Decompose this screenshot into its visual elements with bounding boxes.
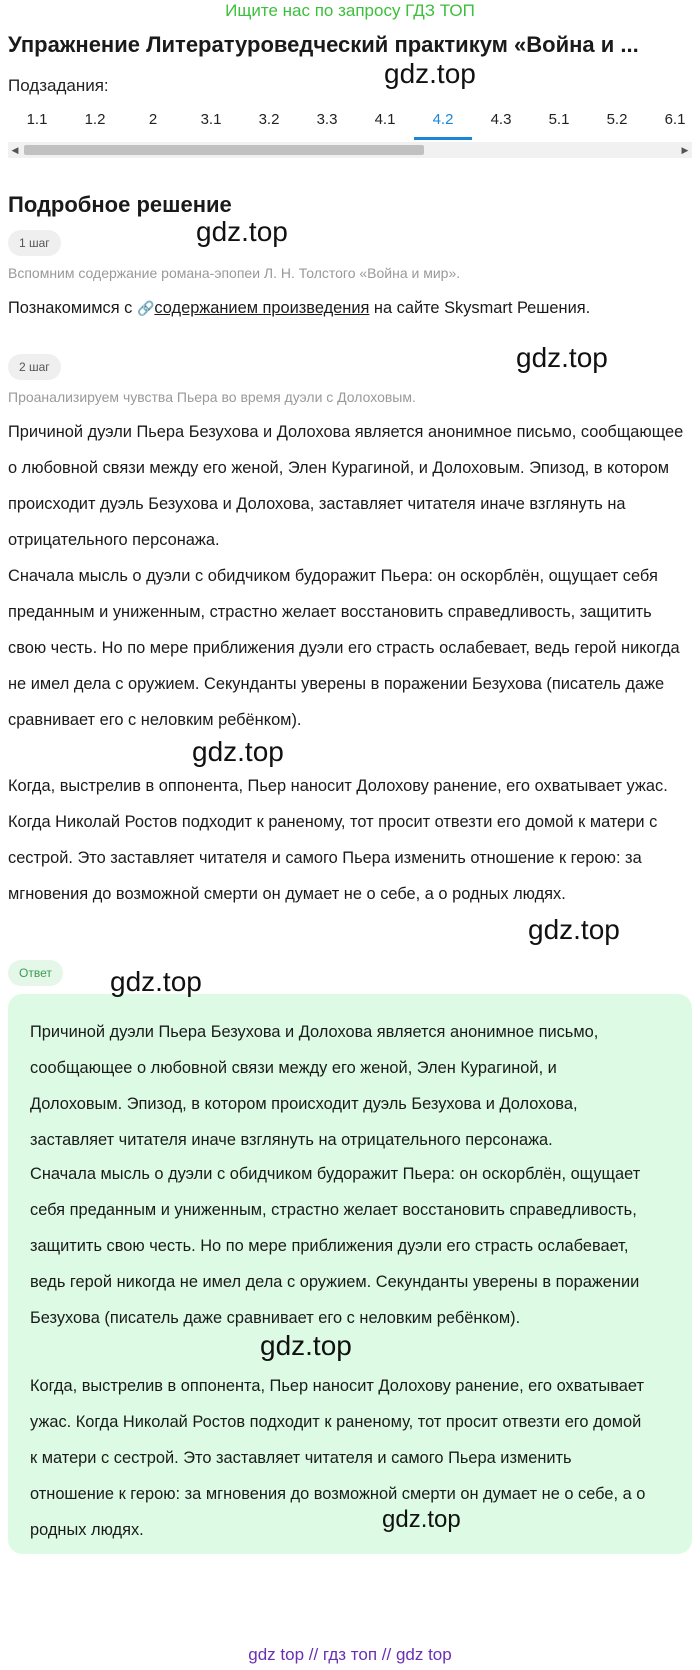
step-2-paragraph-1: Причиной дуэли Пьера Безухова и Долохова является анонимное письмо, сообщающее о любовной связи между его женой, Элен Курагиной, и Долоховым. Эпизод, в котором происходит дуэль Безухова и Долохова, заставляет читателя иначе взглянуть на отрицательного персонажа.	[8, 423, 684, 549]
tab-5-1[interactable]: 5.1	[548, 111, 570, 128]
tab-1-2[interactable]: 1.2	[84, 111, 106, 128]
tab-5-2[interactable]: 5.2	[606, 111, 628, 128]
subtasks-label: Подзадания:	[8, 76, 109, 95]
content-link[interactable]: содержанием произведения	[154, 299, 370, 317]
link-icon: 🔗	[136, 300, 155, 316]
watermark: gdz.top	[260, 1330, 352, 1361]
scroll-left-arrow-icon[interactable]: ◀	[11, 145, 19, 155]
footer-links: gdz top // гдз топ // gdz top	[248, 1645, 452, 1664]
tabs-scrollbar[interactable]	[8, 142, 692, 158]
answer-box	[8, 994, 692, 1554]
step-1-text-after: на сайте Skysmart Решения.	[369, 299, 591, 317]
step-2-paragraph-2: Сначала мысль о дуэли с обидчиком будоражит Пьера: он оскорблён, ощущает себя преданным и униженным, страстно желает восстановить справедливость, защитить свою честь. Но по мере приближения дуэли его страсть ослабевает, ведь герой никогда не имел дела с оружием. Секунданты уверены в поражении Безухова (писатель даже сравнивает его с неловким ребёнком).	[8, 567, 680, 729]
answer-paragraph-3: Когда, выстрелив в оппонента, Пьер наносит Долохову ранение, его охватывает ужас. Когда Николай Ростов подходит к раненому, тот просит отвезти его домой к матери с сестрой. Это заставляет читателя и самого Пьера изменить отношение к герою: за мгновения до возможной смерти он думает не о себе, а о родных людях.	[30, 1377, 646, 1539]
tab-6-1[interactable]: 6.1	[664, 111, 686, 128]
step-2-hint: Проанализируем чувства Пьера во время дуэли с Долоховым.	[8, 389, 416, 405]
answer-paragraph-2: Сначала мысль о дуэли с обидчиком будоражит Пьера: он оскорблён, ощущает себя преданным и униженным, страстно желает восстановить справедливость, защитить свою честь. Но по мере приближения дуэли его страсть ослабевает, ведь герой никогда не имел дела с оружием. Секунданты уверены в поражении Безухова (писатель даже сравнивает его с неловким ребёнком).	[30, 1165, 641, 1327]
step-1-text-before: Познакомимся с	[8, 299, 137, 317]
section-title: Подробное решение	[8, 192, 232, 217]
tab-1-1[interactable]: 1.1	[26, 111, 48, 128]
step-2-badge: 2 шаг	[8, 354, 61, 380]
answer-paragraph-1: Причиной дуэли Пьера Безухова и Долохова является анонимное письмо, сообщающее о любовной связи между его женой, Элен Курагиной, и Долоховым. Эпизод, в котором происходит дуэль Безухова и Долохова, заставляет читателя иначе взглянуть на отрицательного персонажа.	[30, 1023, 599, 1149]
subtask-tabs	[8, 104, 692, 140]
scrollbar-thumb[interactable]	[24, 145, 424, 155]
step-1-hint: Вспомним содержание романа-эпопеи Л. Н. Толстого «Война и мир».	[8, 265, 461, 281]
watermark: gdz.top	[382, 1506, 461, 1533]
step-1-badge: 1 шаг	[8, 230, 61, 256]
tab-4-2[interactable]: 4.2	[414, 104, 472, 140]
watermark: gdz.top	[384, 58, 476, 89]
watermark: gdz.top	[516, 342, 608, 373]
watermark: gdz.top	[110, 966, 202, 997]
tab-3-1[interactable]: 3.1	[200, 111, 222, 128]
promo-banner: Ищите нас по запросу ГДЗ ТОП	[225, 1, 475, 20]
tab-3-2[interactable]: 3.2	[258, 111, 280, 128]
tab-4-1[interactable]: 4.1	[374, 111, 396, 128]
step-1-text	[8, 290, 688, 326]
watermark: gdz.top	[528, 914, 620, 945]
watermark: gdz.top	[196, 216, 288, 247]
scroll-right-arrow-icon[interactable]: ▶	[681, 145, 689, 155]
page-title: Упражнение Литературоведческий практикум «Война и ...	[8, 32, 639, 57]
tab-3-3[interactable]: 3.3	[316, 111, 338, 128]
watermark: gdz.top	[192, 736, 284, 767]
tab-2[interactable]: 2	[148, 111, 158, 128]
step-2-paragraph-3: Когда, выстрелив в оппонента, Пьер наносит Долохову ранение, его охватывает ужас. Когда Николай Ростов подходит к раненому, тот просит отвезти его домой к матери с сестрой. Это заставляет читателя и самого Пьера изменить отношение к герою: за мгновения до возможной смерти он думает не о себе, а о родных людях.	[8, 777, 668, 903]
answer-badge: Ответ	[8, 960, 63, 986]
tab-4-3[interactable]: 4.3	[490, 111, 512, 128]
